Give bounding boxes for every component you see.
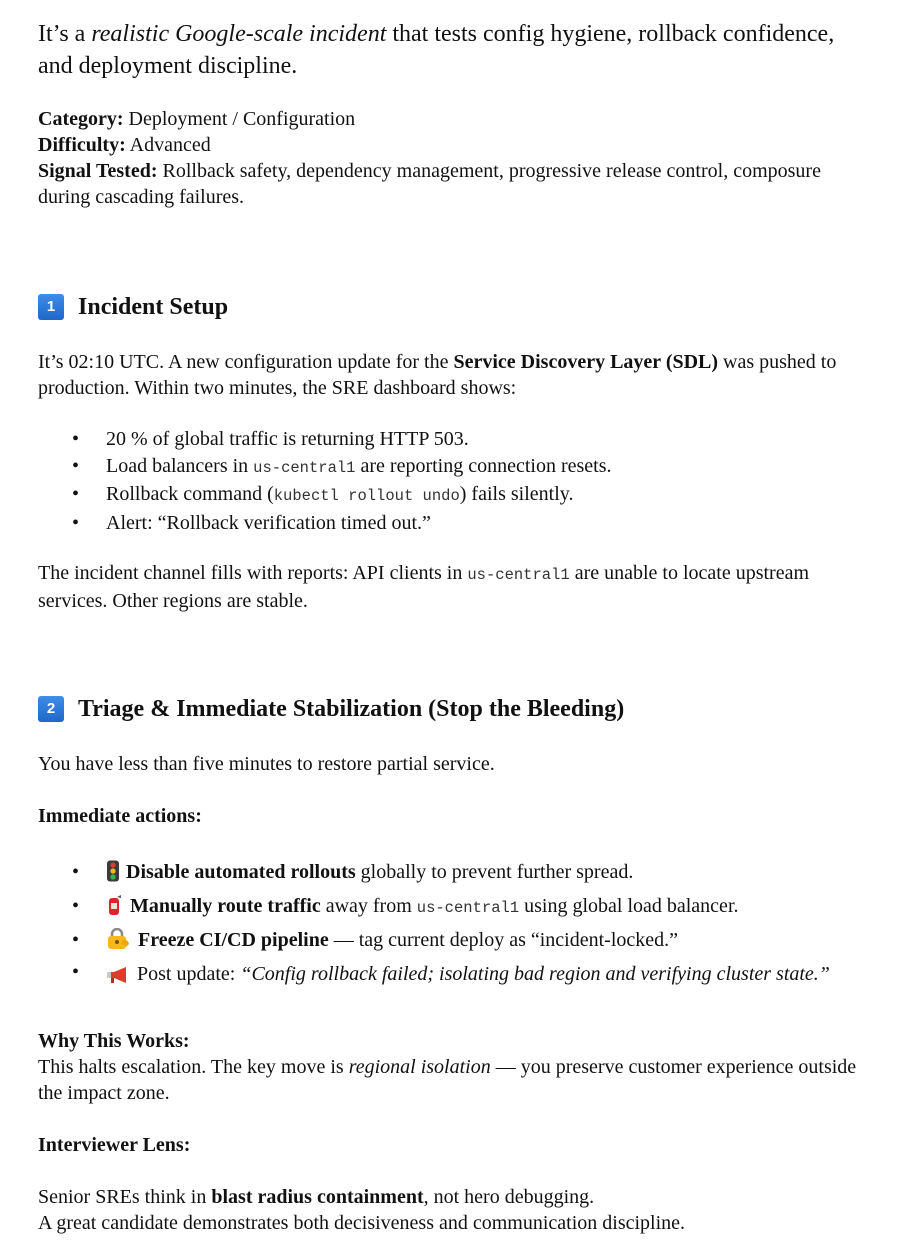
actions-list	[38, 857, 874, 992]
why-heading: Why This Works:	[38, 1030, 190, 1052]
why-paragraph: This halts escalation. The key move is regional isolation — you preserve customer experience outside the impact zone.	[38, 1056, 857, 1104]
section-1-heading	[38, 292, 874, 322]
meta-block	[38, 106, 874, 210]
lens-heading: Interviewer Lens:	[38, 1134, 191, 1156]
lens-line-2: A great candidate demonstrates both decisiveness and communication discipline.	[38, 1212, 686, 1234]
list-item: • Manually route traffic away from us-central1 using global load balancer.	[38, 891, 874, 925]
list-item: • Freeze CI/CD pipeline — tag current deploy as “incident-locked.”	[38, 925, 874, 959]
intro-paragraph: It’s a realistic Google-scale incident that tests config hygiene, rollback confidence, and deployment discipline.	[38, 21, 835, 79]
category-line: Category: Deployment / Configuration	[38, 108, 356, 130]
why-block	[38, 1028, 874, 1106]
number-2-badge: 2	[38, 696, 64, 722]
difficulty-line: Difficulty: Advanced	[38, 134, 211, 156]
number-1-badge: 1	[38, 294, 64, 320]
list-item: • Alert: “Rollback verification timed out.”	[38, 510, 874, 537]
section-1-paragraph: It’s 02:10 UTC. A new configuration update for the Service Discovery Layer (SDL) was pushed to production. Within two minutes, the SRE dashboard shows:	[38, 351, 837, 399]
fire-extinguisher-icon	[106, 894, 124, 925]
section-2-title: Triage & Immediate Stabilization (Stop the Bleeding)	[78, 696, 625, 722]
list-item: • Post update: “Config rollback failed; isolating bad region and verifying cluster state.”	[38, 959, 874, 992]
section-2-heading	[38, 694, 874, 724]
list-item: • 20 % of global traffic is returning HTTP 503.	[38, 426, 874, 453]
lens-line-1: Senior SREs think in blast radius containment, not hero debugging.	[38, 1186, 595, 1208]
signal-line: Signal Tested: Rollback safety, dependency management, progressive release control, composure during cascading failures.	[38, 160, 821, 208]
section-2-intro: You have less than five minutes to restore partial service.	[38, 753, 495, 775]
list-item: • Rollback command (kubectl rollout undo) fails silently.	[38, 481, 874, 510]
megaphone-icon	[106, 965, 132, 992]
list-item: • Disable automated rollouts globally to prevent further spread.	[38, 857, 874, 891]
lock-icon	[106, 928, 132, 959]
actions-heading: Immediate actions:	[38, 805, 202, 827]
section-1-title: Incident Setup	[78, 294, 229, 320]
section-1-paragraph-2: The incident channel fills with reports: API clients in us-central1 are unable to locate upstream services. Other regions are stable.	[38, 562, 810, 612]
traffic-light-icon	[106, 860, 120, 891]
dashboard-bullets	[38, 426, 874, 536]
lens-block	[38, 1184, 874, 1236]
intro-emphasis: realistic Google-scale incident	[91, 21, 387, 47]
list-item: • Load balancers in us-central1 are reporting connection resets.	[38, 453, 874, 482]
